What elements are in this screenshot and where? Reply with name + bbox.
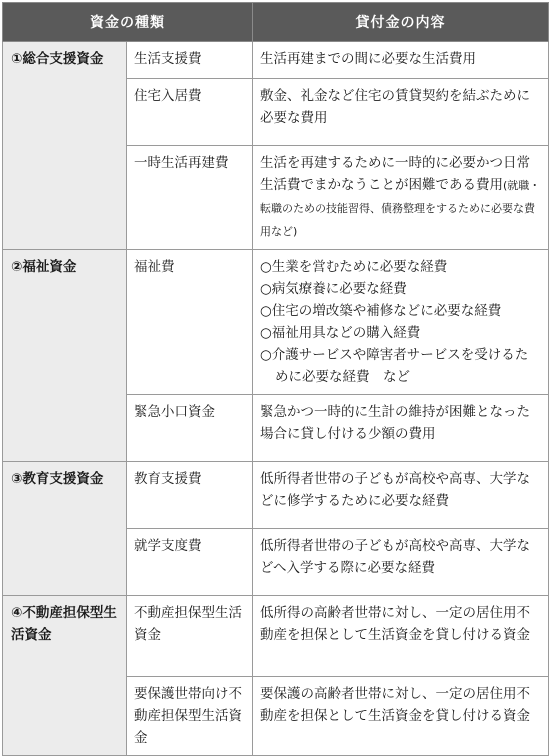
list-item: ○住宅の増改築や補修などに必要な経費	[260, 303, 502, 319]
loan-table	[2, 2, 549, 756]
subtype-enrollment-prep: 就学支度費	[127, 529, 253, 596]
list-item: ○生業を営むために必要な経費	[260, 259, 448, 275]
description-education-cost: 低所得者世帯の子どもが高校や高専、大学などに修学するために必要な経費	[253, 462, 549, 529]
description-note: (就職・転職のための技能習得、債務整理をするために必要な費用など)	[260, 179, 541, 238]
table-row	[3, 250, 549, 395]
description-emergency-small: 緊急かつ一時的に生計の維持が困難となった場合に貸し付ける少額の費用	[253, 395, 549, 462]
header-loan-content: 貸付金の内容	[253, 3, 549, 42]
category-welfare: ②福祉資金	[3, 250, 127, 462]
subtype-protected-real-estate: 要保護世帯向け不動産担保型生活資金	[127, 677, 253, 756]
category-general-support: ①総合支援資金	[3, 42, 127, 250]
subtype-welfare-cost: 福祉費	[127, 250, 253, 395]
table-row	[3, 42, 549, 79]
table-row	[3, 462, 549, 529]
description-real-estate-collateral: 低所得の高齢者世帯に対し、一定の居住用不動産を担保として生活資金を貸し付ける資金	[253, 596, 549, 677]
description-temporary-rebuild	[253, 146, 549, 250]
description-housing-entry: 敷金、礼金など住宅の賃貸契約を結ぶために必要な費用	[253, 79, 549, 146]
description-text: 生活を再建するために一時的に必要かつ日常生活費でまかなうことが困難である費用	[260, 155, 530, 193]
subtype-real-estate-collateral: 不動産担保型生活資金	[127, 596, 253, 677]
header-row	[3, 3, 549, 42]
category-real-estate-collateral: ④不動産担保型生活資金	[3, 596, 127, 756]
subtype-emergency-small: 緊急小口資金	[127, 395, 253, 462]
category-education-support: ③教育支援資金	[3, 462, 127, 596]
description-protected-real-estate: 要保護の高齢者世帯に対し、一定の居住用不動産を担保として生活資金を貸し付ける資金	[253, 677, 549, 756]
list-item: ○福祉用具などの購入経費	[260, 325, 421, 341]
table-row	[3, 596, 549, 677]
subtype-education-cost: 教育支援費	[127, 462, 253, 529]
header-fund-type: 資金の種類	[3, 3, 253, 42]
description-living-support: 生活再建までの間に必要な生活費用	[253, 42, 549, 79]
subtype-housing-entry: 住宅入居費	[127, 79, 253, 146]
subtype-living-support: 生活支援費	[127, 42, 253, 79]
description-welfare-cost	[253, 250, 549, 395]
subtype-temporary-rebuild: 一時生活再建費	[127, 146, 253, 250]
list-item: ○病気療養に必要な経費	[260, 281, 407, 297]
list-item: ○介護サービスや障害者サービスを受けるために必要な経費 など	[260, 347, 529, 385]
description-enrollment-prep: 低所得者世帯の子どもが高校や高専、大学などへ入学する際に必要な経費	[253, 529, 549, 596]
